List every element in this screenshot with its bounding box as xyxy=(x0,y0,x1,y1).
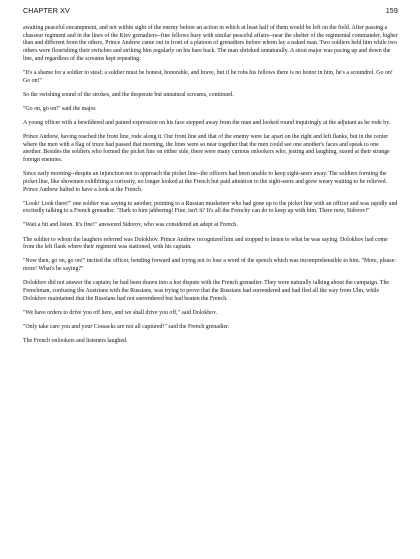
paragraph: Since early morning--despite an injunction not to approach the picket line--the officers had been unable to keep sight-seers away. The soldiers forming the picket line, like showmen exhibiting a curiosity, no longer looked at the French but paid attention to the sight-seers and grew weary waiting to be relieved. Prince Andrew halted to have a look at the French. xyxy=(23,171,388,193)
paragraph: "Wait a bit and listen. It's fine!" answered Sidorov, who was considered an adept at French. xyxy=(23,222,238,229)
paragraph: So the swishing sound of the strokes, and the desperate but unnatural screams, continued. xyxy=(23,91,234,98)
running-head xyxy=(23,6,398,15)
paragraph: "Now then, go on, go on!" incited the officer, bending forward and trying not to lose a word of the speech which was incomprehensible to him. "More, please: more! What's he saying?" xyxy=(23,258,396,273)
paragraph: A young officer with a bewildered and pained expression on his face stepped away from the man and looked round inquiringly at the adjutant as he rode by. xyxy=(23,119,391,126)
chapter-title: CHAPTER XV xyxy=(23,6,70,15)
body-text xyxy=(23,25,398,346)
paragraph: Prince Andrew, having reached the front line, rode along it. Our front line and that of the enemy were far apart on the right and left flanks, but in the center where the men with a flag of truce had passed that morning, the lines were so near together that the men could see one another's faces and speak to one another. Besides the soldiers who formed the picket line on either side, there were many curious onlookers who, jesting and laughing, stared at their strange foreign enemies. xyxy=(23,133,390,164)
paragraph: The soldier to whom the laughers referred was Dolokhov. Prince Andrew recognized him and stopped to listen to what he was saying. Dolokhov had come from the left flank where their regiment was stationed, with his captain. xyxy=(23,236,388,251)
paragraph: "It's a shame for a soldier to steal; a soldier must be honest, honorable, and brave, but if he robs his fellows there is no honor in him, he's a scoundrel. Go on! Go on!" xyxy=(23,69,393,84)
paragraph: "Look! Look there!" one soldier was saying to another, pointing to a Russian musketeer who had gone up to the picket line with an officer and was rapidly and excitedly talking to a French grenadier. "Hark to him jabbering! Fine, isn't it? It's all the Frenchy can do to keep up with him. There now, Sidorov!" xyxy=(23,200,398,215)
paragraph: "We have orders to drive you off here, and we shall drive you off," said Dolokhov. xyxy=(23,309,218,316)
paragraph: awaiting peaceful encampment, and not within sight of the enemy before an action in which at least half of them would be left on the field. After passing a chasseur regiment and in the lines of the Kiev grenadiers--fine fellows busy with similar peaceful affairs--near the shelter of the regimental commander, higher than and different from the others, Prince Andrew came out in front of a platoon of grenadiers before whom lay a naked man. Two soldiers held him while two others were flourishing their switches and striking him regularly on his bare back. The man shrieked unnaturally. A stout major was pacing up and down the line, and regardless of the screams kept repeating: xyxy=(23,25,398,62)
paragraph: "Go on, go on!" said the major. xyxy=(23,105,97,112)
paragraph: Dolokhov did not answer the captain; he had been drawn into a hot dispute with the French grenadier. They were naturally talking about the campaign. The Frenchman, confusing the Austrians with the Russians, was trying to prove that the Russians had surrendered and had fled all the way from Ulm, while Dolokhov maintained that the Russians had not surrendered but had beaten the French. xyxy=(23,280,390,302)
paragraph: "Only take care you and your Cossacks are not all captured!" said the French grenadier. xyxy=(23,323,230,330)
paragraph: The French onlookers and listeners laughed. xyxy=(23,337,128,344)
page-number: 159 xyxy=(385,6,398,15)
